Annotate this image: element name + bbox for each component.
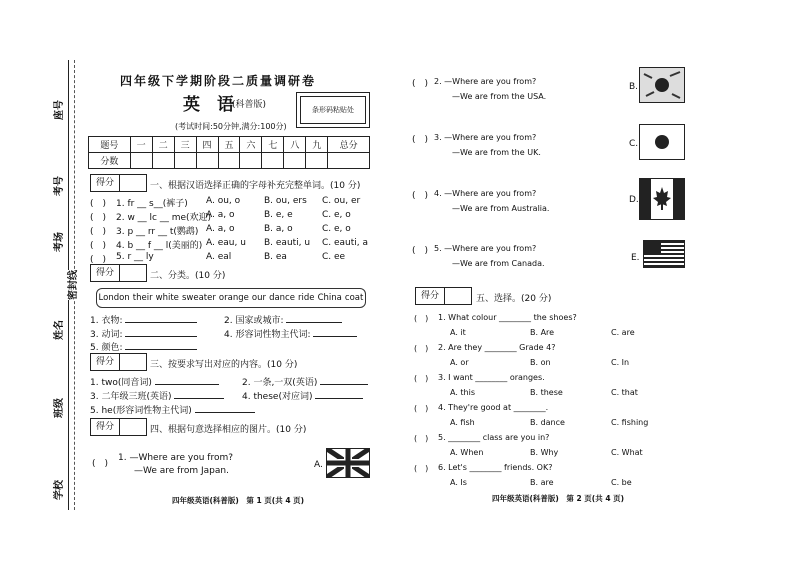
option-a: A. or [450, 358, 469, 367]
option-c: C. ou, er [322, 196, 361, 206]
classify-q1: 1. 衣物: [90, 313, 197, 326]
flag-japan-icon [639, 124, 685, 160]
flag-canada-icon [639, 178, 685, 220]
option-b: B. on [530, 358, 551, 367]
section5-title: 五、选择。(20 分) [476, 294, 552, 304]
answer-blank[interactable] [195, 412, 255, 413]
answer-text: —We are from Japan. [134, 466, 229, 476]
word-bank-word: our [251, 293, 266, 303]
classify-q3: 3. 动词: [90, 327, 197, 340]
fill-q3: 3. 二年级三班(英语) [90, 389, 224, 402]
score-header-cell: 八 [284, 137, 306, 153]
answer-text: —We are from Australia. [452, 204, 550, 213]
word-bank-word: their [132, 293, 153, 303]
word-bank-word: London [98, 293, 130, 303]
picture-option-label: D. [629, 195, 639, 205]
seat-label: 座号 [54, 100, 65, 120]
picture-option-label: C. [629, 139, 639, 149]
answer-paren[interactable]: ( ) [414, 314, 429, 323]
question-text: 4. —Where are you from? [434, 189, 537, 198]
answer-paren[interactable]: ( ) [412, 135, 429, 145]
answer-blank[interactable] [315, 398, 363, 399]
question-text: 3. —Where are you from? [434, 133, 537, 142]
option-c: C. that [611, 388, 638, 397]
section5-score-box [415, 287, 472, 305]
score-table [88, 136, 370, 169]
score-header-cell: 六 [240, 137, 262, 153]
word-bank-word: sweater [181, 293, 216, 303]
score-cell[interactable] [240, 153, 262, 169]
score-table-score-row [89, 153, 370, 169]
section2-score-box [90, 264, 147, 282]
score-header-cell: 五 [218, 137, 240, 153]
score-box-value[interactable] [120, 419, 146, 435]
answer-paren[interactable]: ( ) [92, 459, 109, 469]
classify-q2: 2. 国家或城市: [224, 313, 342, 326]
section3-title: 三、按要求写出对应的内容。(10 分) [150, 360, 298, 370]
option-a: A. a, o [206, 224, 235, 234]
room-label: 考场 [54, 232, 65, 252]
score-box-value[interactable] [120, 175, 146, 191]
answer-paren[interactable]: ( ) [412, 246, 429, 256]
question-text: 5. —Where are you from? [434, 244, 537, 253]
score-box-value[interactable] [445, 288, 471, 304]
option-a: A. this [450, 388, 476, 397]
score-box-value[interactable] [120, 354, 146, 370]
exam-title: 四年级下学期阶段二质量调研卷 [120, 74, 317, 88]
score-header-cell: 四 [196, 137, 218, 153]
score-table-header-row [89, 137, 370, 153]
score-header-cell: 题号 [89, 137, 131, 153]
question-text: 6. Let's ________ friends. OK? [438, 463, 553, 472]
option-c: C. ee [322, 252, 346, 262]
classify-q5: 5. 颜色: [90, 340, 197, 353]
question-text: 1. —Where are you from? [118, 453, 234, 463]
option-b: B. dance [530, 418, 565, 427]
word-bank-word: China [317, 293, 342, 303]
section1-score-box [90, 174, 147, 192]
option-b: B. ea [264, 252, 287, 262]
answer-paren[interactable]: ( ) [90, 199, 107, 209]
score-cell[interactable] [306, 153, 328, 169]
option-a: A. ou, o [206, 196, 241, 206]
option-a: A. fish [450, 418, 475, 427]
word-bank-word: coat [344, 293, 364, 303]
answer-paren[interactable]: ( ) [414, 434, 429, 443]
option-b: B. these [530, 388, 563, 397]
exam-info: (考试时间:50分钟,满分:100分) [175, 122, 287, 131]
score-row-label: 分数 [89, 153, 131, 169]
flag-japan-icon [639, 67, 685, 103]
answer-paren[interactable]: ( ) [414, 464, 429, 473]
score-box-label: 得分 [91, 419, 120, 435]
score-cell[interactable] [284, 153, 306, 169]
score-header-cell: 二 [152, 137, 174, 153]
option-b: B. Are [530, 328, 555, 337]
word-bank-word: orange [218, 293, 249, 303]
class-label: 班级 [54, 398, 65, 418]
answer-text: —We are from the UK. [452, 148, 541, 157]
option-c: C. What [611, 448, 643, 457]
answer-paren[interactable]: ( ) [412, 79, 429, 89]
answer-paren[interactable]: ( ) [90, 241, 107, 251]
section1-title: 一、根据汉语选择正确的字母补充完整单词。(10 分) [150, 181, 361, 191]
seal-line-label: 密封线 [64, 270, 79, 300]
option-b: B. ou, ers [264, 196, 307, 206]
question-text: 1. fr __ s__(裤子) [116, 199, 188, 209]
page1-footer: 四年级英语(科普版) 第 1 页(共 4 页) [172, 496, 305, 505]
section4-title: 四、根据句意选择相应的图片。(10 分) [150, 425, 307, 435]
answer-text: —We are from Canada. [452, 259, 545, 268]
option-c: C. e, o [322, 210, 351, 220]
page2-footer: 四年级英语(科普版) 第 2 页(共 4 页) [492, 494, 625, 503]
score-box-label: 得分 [91, 354, 120, 370]
option-a: A. it [450, 328, 466, 337]
question-text: 5. ________ class are you in? [438, 433, 550, 442]
question-text: 2. —Where are you from? [434, 77, 537, 86]
option-a: A. eau, u [206, 238, 246, 248]
option-a: A. Is [450, 478, 467, 487]
answer-blank[interactable] [125, 322, 197, 323]
flag-uk-icon [326, 448, 370, 478]
answer-paren[interactable]: ( ) [90, 255, 107, 265]
score-header-cell: 三 [174, 137, 196, 153]
school-label: 学校 [54, 480, 65, 500]
score-header-cell: 九 [306, 137, 328, 153]
option-b: B. a, o [264, 224, 293, 234]
answer-blank[interactable] [320, 384, 368, 385]
score-cell[interactable] [152, 153, 174, 169]
answer-text: —We are from the USA. [452, 92, 547, 101]
answer-blank[interactable] [125, 336, 197, 337]
option-c: C. are [611, 328, 635, 337]
question-text: 5. r __ ly [116, 252, 154, 262]
section4-score-box [90, 418, 147, 436]
subject-title: 英 语 [183, 95, 234, 115]
picture-option-label: A. [314, 460, 323, 470]
question-text: 3. p __ rr __ t(鹦鹉) [116, 227, 199, 237]
score-cell[interactable] [196, 153, 218, 169]
word-bank-word: white [155, 293, 179, 303]
answer-paren[interactable]: ( ) [90, 213, 107, 223]
barcode-box [296, 92, 370, 128]
question-text: 2. w __ lc __ me(欢迎) [116, 213, 212, 223]
answer-paren[interactable]: ( ) [412, 191, 429, 201]
answer-paren[interactable]: ( ) [90, 227, 107, 237]
option-a: A. eal [206, 252, 232, 262]
option-a: A. a, o [206, 210, 235, 220]
option-c: C. In [611, 358, 630, 367]
option-b: B. are [530, 478, 554, 487]
score-cell[interactable] [328, 153, 370, 169]
word-bank [96, 288, 366, 308]
score-header-cell: 总分 [328, 137, 370, 153]
section3-score-box [90, 353, 147, 371]
option-c: C. be [611, 478, 632, 487]
picture-option-label: E. [631, 253, 640, 263]
question-text: 1. What colour ________ the shoes? [438, 313, 577, 322]
section2-title: 二、分类。(10 分) [150, 271, 226, 281]
exam-no-label: 考号 [54, 176, 65, 196]
answer-blank[interactable] [155, 384, 219, 385]
answer-paren[interactable]: ( ) [414, 344, 429, 353]
score-header-cell: 七 [262, 137, 284, 153]
score-cell[interactable] [218, 153, 240, 169]
fill-q4: 4. these(对应词) [242, 389, 363, 402]
answer-blank[interactable] [286, 322, 342, 323]
option-c: C. e, o [322, 224, 351, 234]
fill-q5: 5. he(形容词性物主代词) [90, 403, 255, 416]
classify-q4: 4. 形容词性物主代词: [224, 327, 357, 340]
score-box-label: 得分 [416, 288, 445, 304]
question-text: 3. I want ________ oranges. [438, 373, 545, 382]
option-c: C. fishing [611, 418, 649, 427]
option-a: A. When [450, 448, 484, 457]
option-b: B. Why [530, 448, 559, 457]
question-text: 4. They're good at ________. [438, 403, 549, 412]
flag-usa-icon [643, 240, 685, 268]
score-box-value[interactable] [120, 265, 146, 281]
question-text: 2. Are they ________ Grade 4? [438, 343, 556, 352]
word-bank-word: dance [269, 293, 295, 303]
answer-blank[interactable] [174, 398, 224, 399]
edition-label: (科普版) [232, 100, 267, 110]
barcode-label: 条形码粘贴处 [300, 96, 366, 124]
fill-q1: 1. two(同音词) [90, 375, 219, 388]
question-text: 4. b __ f __ l(美丽的) [116, 241, 203, 251]
score-box-label: 得分 [91, 175, 120, 191]
option-b: B. e, e [264, 210, 293, 220]
option-b: B. eauti, u [264, 238, 311, 248]
option-c: C. eauti, a [322, 238, 369, 248]
answer-blank[interactable] [125, 349, 197, 350]
answer-blank[interactable] [313, 336, 357, 337]
word-bank-word: ride [298, 293, 315, 303]
score-cell[interactable] [262, 153, 284, 169]
fill-q2: 2. 一条,一双(英语) [242, 375, 368, 388]
score-header-cell: 一 [130, 137, 152, 153]
answer-paren[interactable]: ( ) [414, 374, 429, 383]
picture-option-label: B. [629, 82, 639, 92]
score-cell[interactable] [130, 153, 152, 169]
answer-paren[interactable]: ( ) [414, 404, 429, 413]
score-box-label: 得分 [91, 265, 120, 281]
score-cell[interactable] [174, 153, 196, 169]
name-label: 姓名 [54, 320, 65, 340]
